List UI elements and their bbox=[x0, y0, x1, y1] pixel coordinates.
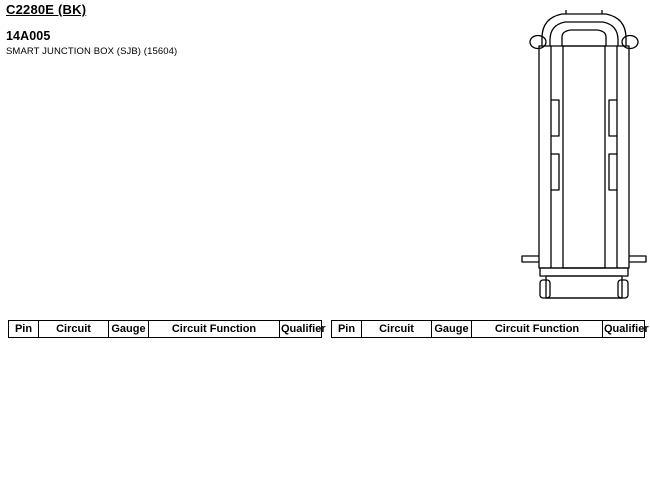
column-header-pin: Pin bbox=[9, 321, 39, 338]
column-header-pin: Pin bbox=[332, 321, 362, 338]
connector-pin-holder bbox=[563, 46, 605, 268]
connector-foot-left bbox=[540, 280, 550, 298]
column-header-gauge: Gauge bbox=[109, 321, 149, 338]
connector-face-svg bbox=[518, 4, 650, 306]
connector-base-body bbox=[546, 276, 622, 298]
connector-tab-left bbox=[522, 256, 539, 262]
document-heading bbox=[6, 2, 426, 58]
column-header-qualifier: Qualifier bbox=[603, 321, 645, 338]
connector-hood-core bbox=[562, 30, 606, 46]
connector-body-shell bbox=[539, 46, 629, 268]
column-header-qualifier: Qualifier bbox=[280, 321, 322, 338]
pin-table-left bbox=[8, 320, 326, 338]
pin-table-right-container bbox=[331, 320, 649, 338]
column-header-function: Circuit Function bbox=[149, 321, 280, 338]
connector-hood-inner bbox=[550, 22, 618, 46]
column-header-function: Circuit Function bbox=[472, 321, 603, 338]
connector-base-plate bbox=[540, 268, 628, 276]
column-header-circuit: Circuit bbox=[39, 321, 109, 338]
part-description: SMART JUNCTION BOX (SJB) (15604) bbox=[6, 46, 178, 57]
table-header-row bbox=[332, 321, 645, 338]
table-header-row bbox=[9, 321, 322, 338]
connector-notch-right-upper bbox=[609, 100, 617, 136]
connector-foot-right bbox=[618, 280, 628, 298]
column-header-circuit: Circuit bbox=[362, 321, 432, 338]
connector-tab-right bbox=[629, 256, 646, 262]
connector-id-title: C2280E (BK) bbox=[6, 2, 87, 17]
connector-notch-left-upper bbox=[551, 100, 559, 136]
part-number: 14A005 bbox=[6, 29, 51, 43]
connector-diagram bbox=[518, 4, 650, 306]
column-header-gauge: Gauge bbox=[432, 321, 472, 338]
pin-table-right bbox=[331, 320, 649, 338]
pin-table-left-container bbox=[8, 320, 326, 338]
connector-notch-left-lower bbox=[551, 154, 559, 190]
connector-notch-right-lower bbox=[609, 154, 617, 190]
